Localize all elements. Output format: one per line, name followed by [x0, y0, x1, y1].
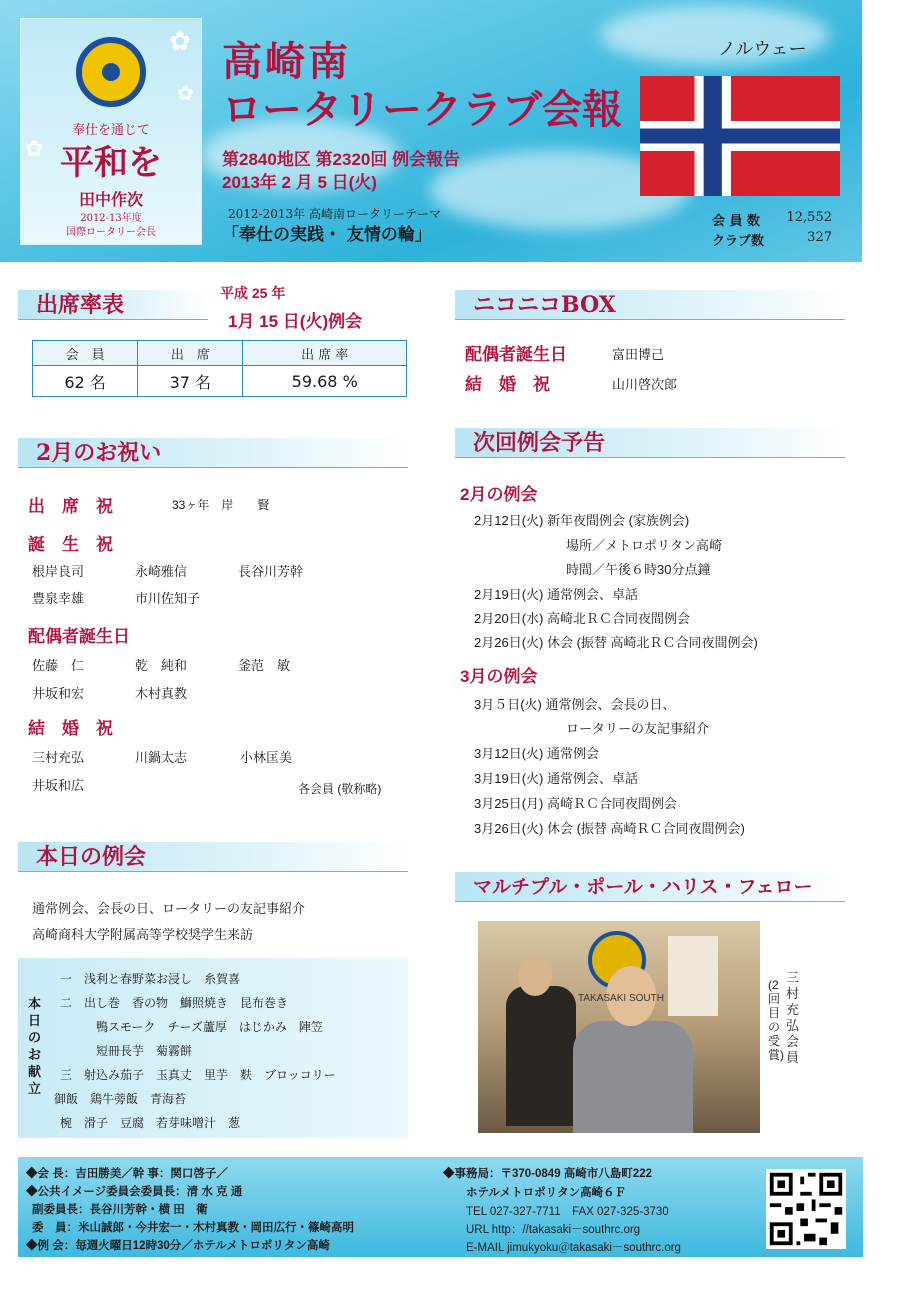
footer-vice-chair: 副委員長：長谷川芳幹・横 田 衛: [32, 1204, 208, 1216]
next-meeting-heading: 次回例会予告: [455, 428, 845, 458]
name-item: 根岸良司: [32, 564, 85, 579]
wedding-label: 結 婚 祝: [28, 719, 113, 739]
rotary-wheel-icon: [76, 37, 146, 107]
menu-line: 御飯 鶏牛蒡飯 青海苔: [54, 1092, 187, 1106]
badge-year: 2012-13年度: [80, 213, 142, 224]
footer-url[interactable]: URL http：//takasaki－southrc.org: [466, 1224, 641, 1236]
menu-line: 一 浅利と春野菜お浸し 糸賀喜: [60, 972, 241, 986]
photo-banner-text: TAKASAKI SOUTH: [578, 993, 664, 1004]
footer-office-building: ホテルメトロポリタン高崎６Ｆ: [466, 1187, 627, 1199]
attendance-header-present: 出 席: [138, 341, 243, 366]
award-photo: [478, 921, 760, 1133]
today-line2: 高崎商科大学附属高等学校奨学生来訪: [32, 927, 254, 942]
attendance-rate-value: 59.68 %: [243, 366, 407, 397]
attendance-table: [32, 340, 407, 397]
badge-line1: 奉仕を通じて: [71, 123, 150, 138]
attendance-award-label: 出 席 祝: [28, 497, 113, 517]
footer-email[interactable]: E-MAIL jimukyoku＠takasaki－southrc.org: [466, 1242, 681, 1254]
footer-officers: ◆会 長：吉田勝美／幹 事：関口啓子／: [26, 1168, 228, 1180]
photo-caption-note: (2回目の受賞): [768, 978, 784, 1062]
district-meeting-number: 第2840地区 第2320回 例会報告: [222, 150, 461, 169]
schedule-item: 場所／メトロポリタン高崎: [566, 538, 723, 553]
menu-line: 三 射込み茄子 玉真丈 里芋 麩 ブロッコリー: [60, 1068, 336, 1082]
name-item: 井坂和宏: [32, 686, 85, 701]
flower-icon: ✿: [169, 27, 191, 57]
schedule-item: 3月19日(火) 通常例会、卓話: [474, 771, 638, 786]
schedule-item: 2月26日(火) 休会 (振替 高崎北ＲＣ合同夜間例会): [474, 635, 758, 650]
badge-role: 国際ロータリー会長: [66, 227, 156, 238]
spouse-birthday-label: 配偶者誕生日: [28, 627, 130, 647]
photo-caption-name: 三村充弘 会員: [786, 970, 800, 1065]
footer-phone: TEL 027-327-7711 FAX 027-325-3730: [466, 1206, 669, 1218]
person-figure: [506, 986, 576, 1126]
attendance-date: 1月 15 日(火)例会: [228, 312, 363, 331]
paul-harris-heading: マルチプル・ポール・ハリス・フェロー: [455, 872, 845, 902]
birthday-label: 誕 生 祝: [28, 535, 113, 555]
footer-meeting-time: ◆例 会：毎週火曜日12時30分／ホテルメトロポリタン高崎: [26, 1240, 330, 1252]
flower-icon: ✿: [177, 81, 194, 105]
footer: [18, 1157, 863, 1257]
attendance-award-value: 33ヶ年 岸 賢: [172, 498, 270, 512]
club-count-label: クラブ数: [712, 234, 765, 249]
norway-flag-icon: [640, 76, 840, 196]
schedule-item: 3月26日(火) 休会 (振替 高崎ＲＣ合同夜間例会): [474, 821, 745, 836]
badge-president-name: 田中作次: [78, 190, 143, 209]
president-theme-badge: [20, 18, 202, 245]
meeting-date: 2013年 2 月 5 日(火): [222, 173, 377, 192]
name-item: 乾 純和: [135, 658, 188, 673]
menu-line: 二 出し巻 香の物 鰤照焼き 昆布巻き: [60, 996, 289, 1010]
name-item: 豊泉幸雄: [32, 591, 85, 606]
attendance-present-value: 37 名: [138, 366, 243, 397]
club-theme: 「奉仕の実践・ 友情の輪」: [222, 225, 432, 245]
schedule-item: 3月５日(火) 通常例会、会長の日、: [474, 697, 676, 712]
niko-box-heading: ニコニコBOX: [455, 290, 845, 320]
schedule-item: ロータリーの友記事紹介: [566, 721, 710, 736]
member-count-label: 会 員 数: [712, 214, 761, 229]
celebrations-heading: 2月のお祝い: [18, 438, 408, 468]
club-title-line2: ロータリークラブ会報: [222, 86, 622, 133]
footer-office-address: ◆事務局：〒370-0849 高崎市八島町222: [443, 1168, 652, 1180]
honorific-note: 各会員 (敬称略): [298, 782, 382, 796]
person-figure: [518, 956, 552, 996]
menu-line: 鴨スモーク チーズ蘆厚 はじかみ 陣笠: [96, 1020, 323, 1034]
schedule-item: 2月20日(水) 高崎北ＲＣ合同夜間例会: [474, 611, 690, 626]
feb-meetings-label: 2月の例会: [460, 485, 538, 504]
name-item: 三村充弘: [32, 750, 85, 765]
club-title-line1: 高崎南: [222, 38, 351, 85]
person-figure: [573, 1021, 693, 1133]
name-item: 市川佐知子: [135, 591, 201, 606]
menu-side-label: 本日のお献立: [28, 997, 42, 1097]
qr-code-graphic: [766, 1169, 846, 1249]
niko-spouse-label: 配偶者誕生日: [465, 345, 567, 365]
name-item: 井坂和広: [32, 778, 85, 793]
attendance-date-year: 平成 25 年: [220, 285, 286, 301]
name-item: 釜范 敏: [238, 658, 291, 673]
name-item: 佐藤 仁: [32, 658, 85, 673]
today-meeting-heading: 本日の例会: [18, 842, 408, 872]
club-count: [712, 230, 832, 249]
name-item: 小林匡美: [240, 750, 293, 765]
name-item: 永崎雅信: [135, 564, 188, 579]
featured-country: ノルウェー: [718, 39, 807, 60]
banner-decoration: [668, 936, 718, 1016]
name-item: 木村真教: [135, 686, 188, 701]
attendance-header-rate: 出 席 率: [243, 341, 407, 366]
schedule-item: 時間／午後６時30分点鐘: [566, 562, 711, 577]
today-line1: 通常例会、会長の日、ロータリーの友記事紹介: [32, 901, 306, 916]
niko-spouse-name: 富田博己: [612, 347, 665, 362]
menu-line: 短冊長芋 菊霧餅: [96, 1044, 193, 1058]
niko-wedding-name: 山川啓次郎: [612, 377, 678, 392]
schedule-item: 3月25日(月) 高崎ＲＣ合同夜間例会: [474, 796, 677, 811]
menu-line: 椀 滑子 豆腐 若芽味噌汁 葱: [60, 1116, 241, 1130]
footer-committee-chair: ◆公共イメージ委員会委員長：清 水 克 通: [26, 1186, 243, 1198]
qr-code-icon[interactable]: [766, 1169, 846, 1249]
schedule-item: 3月12日(火) 通常例会: [474, 746, 599, 761]
menu-box: [18, 958, 408, 1138]
schedule-item: 2月12日(火) 新年夜間例会 (家族例会): [474, 513, 690, 528]
badge-line2: 平和を: [60, 143, 162, 183]
flower-icon: ✿: [25, 137, 44, 162]
footer-members: 委 員：米山誠郎・今井宏一・木村真教・岡田広行・篠崎高明: [32, 1222, 354, 1234]
niko-wedding-label: 結 婚 祝: [465, 375, 550, 395]
club-count-value: 327: [807, 230, 832, 245]
attendance-header-members: 会 員: [33, 341, 138, 366]
member-count-value: 12,552: [786, 210, 832, 225]
name-item: 長谷川芳幹: [238, 564, 304, 579]
attendance-heading: 出席率表: [18, 290, 208, 320]
attendance-members-value: 62 名: [33, 366, 138, 397]
name-item: 川鍋太志: [135, 750, 188, 765]
mar-meetings-label: 3月の例会: [460, 667, 538, 686]
schedule-item: 2月19日(火) 通常例会、卓話: [474, 587, 638, 602]
theme-label: 2012-2013年 高崎南ロータリーテーマ: [228, 207, 441, 221]
member-count: [712, 210, 832, 229]
